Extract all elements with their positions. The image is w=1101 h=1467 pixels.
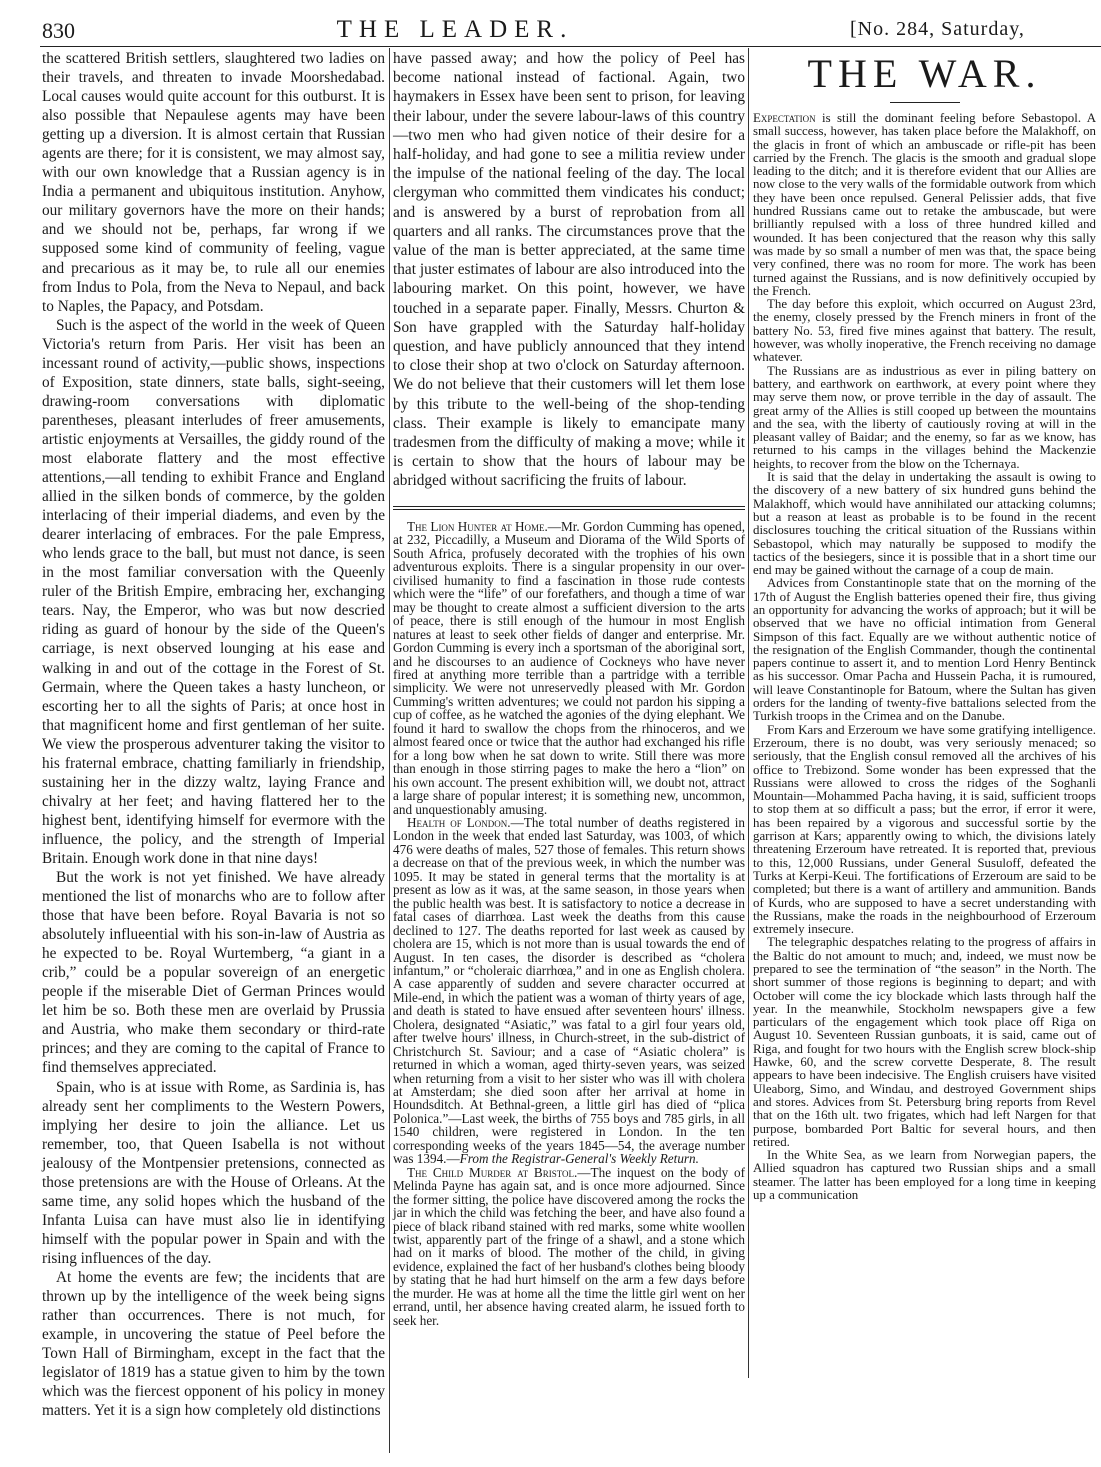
paragraph: The day before this exploit, which occurred on August 23rd, the enemy, closely pressed by the French miners in front of the battery No. 53, fired five mines against that battery. The result, however, was wholly inoperative, the French receiving no damage whatever. bbox=[753, 297, 1096, 365]
item-body: —The total number of deaths registered in London in the week that ended last Saturday, was 1003, of which 476 were deaths of males, 527 those of females. This return shows a decrease on that of the previous week, in which the number was 1095. It may be stated in general terms that the mortality is at present as low as it was, at the same season, in those years when the public health was best. It is satisfactory to notice a decrease in fatal cases of diarrhœa. Last week the deaths from this cause declined to 127. The deaths reported for last week as caused by cholera are 15, which is not more than is usual towards the end of August. In ten cases, the disorder is described as “cholera infantum,” or “choleraic diarrhœa,” and in one as English cholera. A case apparently of sudden and severe character occurred at Mile-end, in which the patient was a woman of thirty years of age, and death is stated to have ensued after seventeen hours' illness. Cholera, designated “Asiatic,” was fatal to a girl four years old, after twelve hours' illness, in Church-street, in the sub-district of Christchurch St. Saviour; and a case of “Asiatic cholera” is returned in which a woman, aged thirty-seven years, was seized when returning from a visit to her sister who was ill with cholera at Amsterdam; she died soon after her arrival at home in Houndsditch. At Bethnal-green, a little girl has died of “plica Polonica.”—Last week, the births of 755 boys and 785 girls, in all 1540 children, were registered in London. In the ten corresponding weeks of the years 1845—54, the average number was 1394.— bbox=[393, 814, 745, 1167]
column-1 bbox=[42, 49, 385, 1420]
paragraph: It is said that the delay in undertaking the assault is owing to the discovery of a new battery of six hundred guns behind the Malakhoff, which would have annihilated our attacking columns; but a reason at least as probable is to be found in the recent disclosures touching the critical situation of the Russians within Sebastopol, which may naturally be supposed to modify the tactics of the besiegers, since it is possible that in a short time our end may be gained without the carnage of a coup de main. bbox=[753, 470, 1096, 578]
paragraph: The Russians are as industrious as ever in piling battery on battery, and earthwork on earthwork, at every point where they may serve them now, or prove terrible in the day of assault. The great army of the Allies is still cooped up between the mountains and the sea, with the liberty of cautiously roving at will in the pleasant valley of Baidar; and the enemy, so far as we know, has returned to his camps in the villages behind the Mackenzie heights, to recover from the blow on the Tchernaya. bbox=[753, 363, 1096, 471]
paragraph: Spain, who is at issue with Rome, as Sardinia is, has already sent her compliments to the Western Powers, implying her desire to join the alliance. Let us remember, too, that Queen Isabella is not without jealousy of the Montpensier pretensions, connected as those pretensions are with the House of Orleans. At the same time, any solid hopes which the husband of the Infanta Luisa can have must also lie in identifying himself with the popular power in Spain and with the rising influences of the day. bbox=[42, 1078, 385, 1267]
item-body: —The inquest on the body of Melinda Payne has again sat, and is once more adjourned. Since the former sitting, the police have discovered among the rocks the jar in which the child was fetching the beer, and have also found a piece of black riband stained with red marks, some white woollen twist, apparently part of the fringe of a shawl, and a stone which had on it marks of blood. The mother of the child, in giving evidence, explained the fact of her husband's clothes being bloody by stating that he had hurt himself on the arm a few days before the murder. He was at home all the time the little girl went on her errand, until, her absence having created alarm, he issued forth to seek her. bbox=[393, 1164, 745, 1328]
column-2-news-items bbox=[393, 520, 745, 1327]
paragraph: From Kars and Erzeroum we have some gratifying intelligence. Erzeroum, there is no doubt, was very seriously menaced; so seriously, that the English consul removed all the archives of his office to Trebizond. Some wonder has been expressed that the Russians were allowed to cross the ridges of the Soghanli Mountain—Mohammed Pacha having, it is said, sufficient troops to stop them at so difficult a pass; but the error, if error it were, has been repaired by a vigorous and successful sortie by the garrison at Kars; apparently owing to which, the divisions lately threatening Erzeroum have retreated. It is reported that, previous to this, 12,000 Russians, under General Susuloff, defeated the Turks at Kerpi-Keui. The fortifications of Erzeroum are said to be completed; but there is a want of artillery and ammunition. Bands of Kurds, who are supposed to have a secret understanding with the Russians, make the roads in the neighbourhood of Erzeroum extremely insecure. bbox=[753, 722, 1096, 937]
item-heading: The Lion Hunter at Home. bbox=[407, 519, 548, 534]
paragraph: In the White Sea, as we learn from Norwegian papers, the Allied squadron has captured two Russian ships and a small steamer. The latter has been employed for a long time in keeping up a communication bbox=[753, 1148, 1096, 1203]
news-item-health-of-london bbox=[393, 816, 745, 1166]
heading-rule bbox=[890, 102, 960, 103]
paragraph: But the work is not yet finished. We have already mentioned the list of monarchs who are to follow after those that have been before. Royal Bavaria is not so absolutely influeential with his son-in-law of Austria as he expected to be. Royal Wurtemberg, “a giant in a crib,” could be a popular sovereign of an energetic people if the miserable Diet of German Princes would let him be so. Both these men are overlaid by Prussia and Austria, who make them secondary or third-rate princes; and they are coming to the capital of France to find themselves appreciated. bbox=[42, 869, 385, 1077]
paragraph: Such is the aspect of the world in the week of Queen Victoria's return from Paris. Her visit has been an incessant round of activity,—public shows, inspections of Exposition, state dinners, state balls, sight-seeing, drawing-room conversations with diplomatic parentheses, pleasant interludes of freer amusements, artistic enjoyments at Versailles, the giddy round of the most elaborate flattery and the most effective attentions,—all tending to exhibit France and England allied in the silken bonds of commerce, by the golden interlacing of their imperial diadems, and even by the dearer interlacing of embraces. For the pale Empress, who lends grace to the ball, but must not dance, is seen in the most familiar conversation with the Queenly ruler of the British Empire, embracing her, exchanging tears. Nay, the Emperor, who was but now descried riding as guard of honour by the side of the Queen's carriage, is next observed lounging at his ease and walking in and out of the cottage in the Forest of St. Germain, where the Queen takes a hasty luncheon, or escorting her to all the sights of Paris; at once host in that magnificent home and first gentleman of her suite. We view the prosperous adventurer taking the visitor to his fraternal embrace, chatting familiarly in friendship, sustaining her in the dizzy waltz, laying France and chivalry at her feet; and having flattered her to the highest bent, identifying himself for evermore with the influence, the policy, and the strength of Imperial Britain. Enough work done in that nine days! bbox=[42, 316, 385, 867]
lead-word: Expectation bbox=[753, 111, 816, 125]
column-divider bbox=[389, 48, 390, 1453]
column-divider bbox=[748, 48, 749, 1378]
newspaper-title: THE LEADER. bbox=[336, 16, 574, 43]
section-heading-the-war: THE WAR. bbox=[807, 51, 1042, 96]
column-3 bbox=[753, 112, 1096, 1202]
paragraph-text: is still the dominant feeling before Sebastopol. A small success, however, has taken place before the Malakhoff, on the glacis in front of which an ambuscade or rifle-pit has been carried by the French. The glacis is the smooth and gradual slope leading to the ditch; and it is therefore evident that our Allies are now close to the very walls of the formidable outwork from which they have been once repulsed. General Pelissier adds, that five hundred Russians came out to retake the ambuscade, but were brilliantly repulsed with a loss of three hundred killed and wounded. It has been conjectured that the reason why this sally was made by so small a number of men was that, the space being very confined, there was no room for more. The work has been turned against the Russians, and is now definitively occupied by the French. bbox=[753, 111, 1096, 298]
item-body: —Mr. Gordon Cumming has opened, at 232, Piccadilly, a Museum and Diorama of the Wild Sports of South Africa, profusely decorated with the trophies of his own adventurous exploits. There is a singular propensity in our over-civilised humanity to find a fascination in those rude contests which were the “life” of our forefathers, and though a time of war may be thought to create almost a sufficient diversion to the arts of peace, there is still enough of the humour in most English natures at least to seek other fields of danger and enterprise. Mr. Gordon Cumming is every inch a sportsman of the aboriginal sort, and he discourses to an audience of Cockneys who have never fired at anything more terrible than a partridge with a terrible simplicity. We were not unreservedly pleased with Mr. Gordon Cumming's written adventures; we could not pardon his sipping a cup of coffee, as he watched the agonies of the dying elephant. We found it hard to swallow the chops from the rhinoceros, and we almost feared once or twice that the author had exchanged his rifle for a long bow when he sat down to write. Still there was more than enough in those stirring pages to make the hero a “lion” on his own account. The present exhibition will, we doubt not, attract a large share of popular interest; it is something new, uncommon, and unquestionably amusing. bbox=[393, 519, 745, 817]
column-2-continuation bbox=[393, 49, 745, 491]
header-rule bbox=[40, 46, 1101, 47]
paragraph: the scattered British settlers, slaughtered two ladies on their travels, and threaten to invade Moorshedabad. Local causes would quite account for this outburst. It is also possible that Nepaulese agents may have been getting up a diversion. It is almost certain that Russian agents are there; for it is consistent, we may almost say, with our own knowledge that a Russian agency is in India a permanent and ubiquitous institution. Anyhow, our military governors have the more on their hands; and we should not be, perhaps, far wrong if we supposed some kind of community of feeling, vague and precarious as it may be, to rule all our enemies from Indus to Pola, from the Neva to Nepaul, and back to Naples, the Papacy, and Potsdam. bbox=[42, 50, 385, 315]
paragraph: The telegraphic despatches relating to the progress of affairs in the Baltic do not amount to much; and, indeed, we must now be prepared to see the termination of “the season” in the North. The short summer of those regions is beginning to depart; and with October will come the icy blockade which lasts through half the year. In the meanwhile, Stockholm newspapers give a few particulars of the engagement which took place off Riga on August 10. Seventeen Russian gunboats, it is said, came out of Riga, and fought for two hours with the English screw block-ship Hawke, 60, and the screw corvette Desperate, 8. The result appears to have been indecisive. The English cruisers have visited Uleaborg, Simo, and Windau, and destroyed Government ships and stores. Advices from St. Petersburg bring reports from Revel that on the 16th ult. two frigates, which had left Nargen for that purpose, bombarded Port Baltic for several hours, and then retired. bbox=[753, 935, 1096, 1149]
paragraph: Advices from Constantinople state that on the morning of the 17th of August the English batteries opened their fire, thus giving an opportunity for advancing the works of approach; but it will be observed that we have no official intimation from General Simpson of this fact. Equally are we without authentic notice of the resignation of the English Commander, though the continental papers continue to assert it, and to mention Lord Henry Bentinck as his successor. Omar Pacha and Hussein Pacha, it is rumoured, will leave Constantinople for Batoum, where the Sultan has given orders for the landing of twenty-five battalions selected from the Turkish troops in the Crimea and on the Danube. bbox=[753, 576, 1096, 724]
news-item-lion-hunter bbox=[393, 520, 745, 816]
section-rule bbox=[393, 506, 745, 510]
paragraph: At home the events are few; the incidents that are thrown up by the intelligence of the week being signs rather than occurrences. There is not much, for example, in uncovering the statue of Peel before the Town Hall of Birmingham, except in the fact that the legislator of 1819 has a statue given to him by the town which was the fiercest opponent of his policy in money matters. Yet it is a sign how completely old distinctions bbox=[42, 1269, 385, 1420]
paragraph bbox=[753, 112, 1096, 298]
item-heading: Health of London. bbox=[407, 814, 511, 830]
paragraph: have passed away; and how the policy of Peel has become national instead of factional. Again, two haymakers in Essex have been sent to prison, for leaving their labour, under the severe labour-laws of this country—two men who had given notice of their desire for a half-holiday, and had gone to see a militia review under the impulse of the national feeling of the day. The local clergyman who committed them vindicates his conduct; and is answered by a burst of reprobation from all quarters and all ranks. The circumstances prove that the value of the man is better appreciated, at the same time that juster estimates of labour are also introduced into the labouring market. On this point, however, we have touched in a separate paper. Finally, Messrs. Churton & Son have grappled with the Saturday half-holiday question, and have publicly announced that they intend to close their shop at two o'clock on Saturday afternoon. We do not believe that their customers will let them lose by this tribute to the well-being of the shop-tending class. Their example is likely to emancipate many tradesmen from the difficulty of making a move; while it is certain to show that the hours of labour may be abridged without sacrificing the fruits of labour. bbox=[393, 50, 745, 490]
page-number: 830 bbox=[42, 18, 75, 43]
page-header bbox=[20, 14, 1101, 46]
item-source: From the Registrar-General's Weekly Return. bbox=[459, 1151, 699, 1167]
item-heading: The Child Murder at Bristol. bbox=[407, 1164, 578, 1180]
issue-info: [No. 284, Saturday, bbox=[850, 18, 1025, 40]
news-item-child-murder bbox=[393, 1166, 745, 1327]
